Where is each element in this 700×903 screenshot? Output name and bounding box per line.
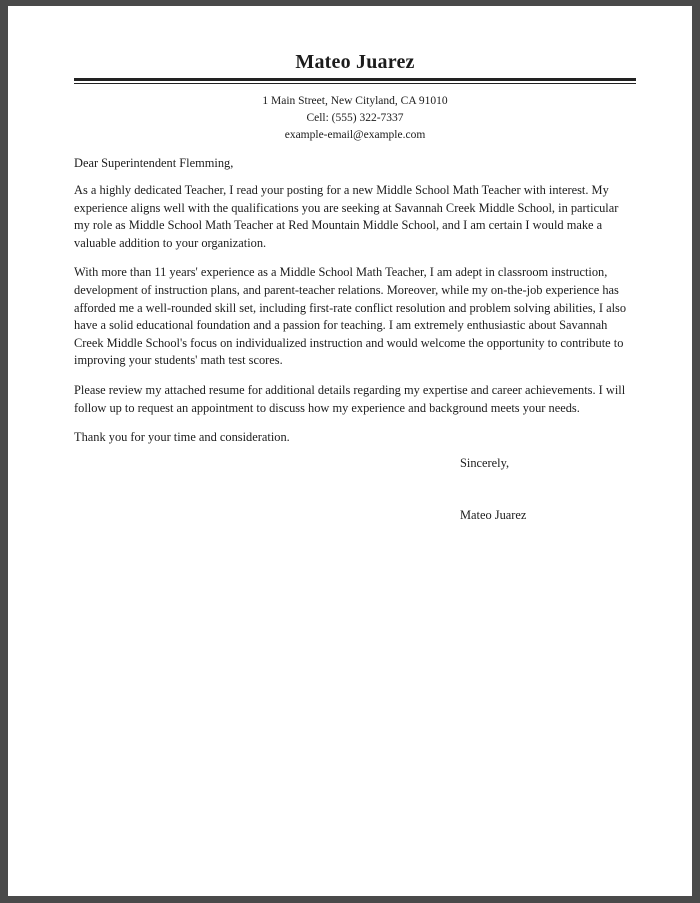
address-line: 1 Main Street, New Cityland, CA 91010 xyxy=(262,95,448,107)
sign-off: Sincerely, xyxy=(460,456,510,471)
body-paragraph-2: With more than 11 years' experience as a Middle School Math Teacher, I am adept in classroom instruction, development of instruction plans, and parent-teacher relations. Moreover, while my on-the-job experience has afforded me a well-rounded skill set, including first-rate conflict resolution and problem solving abilities, I also have a solid educational foundation and a passion for teaching. I am extremely enthusiastic about Savannah Creek Middle School's focus on individualized instruction and would welcome the opportunity to contribute to improving your students' math test scores. xyxy=(74,265,627,368)
phone-line: Cell: (555) 322-7337 xyxy=(306,112,404,124)
header-divider-thin xyxy=(74,83,636,84)
body-paragraph-1: As a highly dedicated Teacher, I read your posting for a new Middle School Math Teacher with interest. My experience aligns well with the qualifications you are seeking at Savannah Creek Middle School, in particular my role as Middle School Math Teacher at Red Mountain Middle School, and I am certain I would make a valuable addition to your organization. xyxy=(74,183,619,250)
contact-block xyxy=(74,93,636,144)
email-line: example-email@example.com xyxy=(284,129,426,141)
letter-content xyxy=(74,50,636,524)
signature-name: Mateo Juarez xyxy=(460,508,527,523)
sender-name-heading: Mateo Juarez xyxy=(295,51,415,73)
body-paragraph-3: Please review my attached resume for additional details regarding my expertise and career achievements. I will follow up to request an appointment to discuss how my experience and background meets your needs. xyxy=(74,382,626,415)
header-divider-thick xyxy=(74,78,636,81)
letter-page xyxy=(8,6,692,896)
signature-block xyxy=(460,454,636,524)
salutation: Dear Superintendent Flemming, xyxy=(74,156,234,170)
closing-thanks: Thank you for your time and consideration. xyxy=(74,430,290,445)
